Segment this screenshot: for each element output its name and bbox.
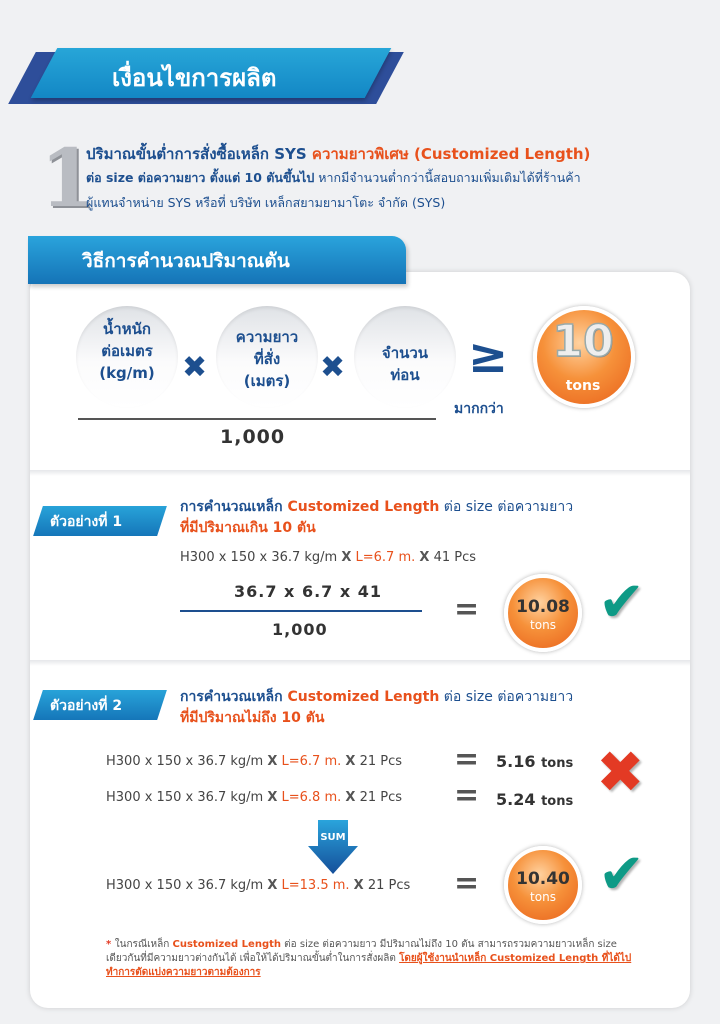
example-1-label: ตัวอย่างที่ 1 [50, 514, 123, 530]
example-2-row-1: H300 x 150 x 36.7 kg/m X L=6.7 m. X 21 Pcs [106, 754, 403, 769]
page-title: เงื่อนไขการผลิต [112, 64, 277, 92]
threshold-value: 10 [552, 316, 614, 367]
example-2-row-2: H300 x 150 x 36.7 kg/m X L=6.8 m. X 21 Pcs [106, 790, 403, 805]
section-divider [30, 660, 690, 666]
example-2-unit: tons [530, 890, 556, 904]
sum-label: SUM [320, 832, 346, 843]
cross-icon: ✖ [596, 738, 645, 806]
condition-line-3: ผู้แทนจำหน่าย SYS หรือที่ บริษัท เหล็กสยามยามาโตะ จำกัด (SYS) [86, 195, 446, 210]
example-1-result: 10.08 [516, 597, 570, 617]
length-label: ความยาว ที่สั่ง (เมตร) [235, 328, 299, 390]
threshold-unit: tons [565, 378, 601, 394]
pieces-label: จำนวน ท่อน [381, 344, 429, 384]
more-than-label: มากกว่า [454, 401, 504, 417]
example-2-row-2-equals: = [454, 778, 480, 813]
multiply-icon: ✖ [320, 350, 346, 385]
example-1-subheading: ที่มีปริมาณเกิน 10 ตัน [180, 520, 316, 536]
condition-line-1: ปริมาณขั้นต่ำการสั่งซื้อเหล็ก SYS ความยาวพิเศษ (Customized Length) [86, 145, 591, 163]
example-1-heading: การคำนวณเหล็ก Customized Length ต่อ size ต่อความยาว [180, 499, 574, 515]
example-2-row-1-equals: = [454, 742, 480, 777]
example-2-result: 10.40 [516, 869, 570, 889]
example-1-formula: H300 x 150 x 36.7 kg/m X L=6.7 m. X 41 Pcs [180, 550, 477, 565]
divisor: 1,000 [220, 426, 286, 448]
check-icon: ✔ [598, 570, 645, 635]
example-1-numerator: 36.7 x 6.7 x 41 [234, 582, 383, 601]
example-1-unit: tons [530, 618, 556, 632]
check-icon: ✔ [598, 842, 645, 907]
greater-equal-icon: ≥ [468, 328, 509, 384]
example-2-label: ตัวอย่างที่ 2 [50, 698, 123, 714]
condition-line-2: ต่อ size ต่อความยาว ตั้งแต่ 10 ตันขึ้นไป หากมีจำนวนต่ำกว่านี้สอบถามเพิ่มเติมได้ที่ร้านค้า [86, 170, 581, 185]
example-1-denominator: 1,000 [272, 620, 328, 639]
example-2-subheading: ที่มีปริมาณไม่ถึง 10 ตัน [180, 710, 325, 726]
weight-label: น้ำหนัก ต่อเมตร (kg/m) [99, 320, 155, 382]
section-divider [30, 470, 690, 476]
example-2-row-1-result: 5.16 tons [496, 752, 574, 771]
example-2-row-2-result: 5.24 tons [496, 790, 574, 809]
multiply-icon: ✖ [182, 350, 208, 385]
example-2-sum-row: H300 x 150 x 36.7 kg/m X L=13.5 m. X 21 Pcs [106, 878, 411, 893]
sum-arrow-icon [308, 820, 358, 874]
method-title: วิธีการคำนวณปริมาณตัน [82, 250, 290, 272]
example-2-sum-equals: = [454, 866, 480, 901]
fraction-line [78, 418, 436, 420]
example-1-fraction-line [180, 610, 422, 612]
footnote: * ในกรณีเหล็ก Customized Length ต่อ size ต่อความยาว มีปริมาณไม่ถึง 10 ตัน สามารถรวมความยาวเหล็ก size เดียวกันที่มีความยาวต่างกันได้ เพื่อให้ได้ปริมาณขั้นต่ำในการสั่งผลิต โดยผู้ใช้งานนำเหล็ก Customized Length ที่ได้ไปทำการตัดแบ่งความยาวตามต้องการ [106, 939, 632, 978]
example-1-equals: = [454, 592, 480, 627]
condition-number: 1 [40, 131, 96, 225]
example-2-heading: การคำนวณเหล็ก Customized Length ต่อ size ต่อความยาว [180, 689, 574, 705]
